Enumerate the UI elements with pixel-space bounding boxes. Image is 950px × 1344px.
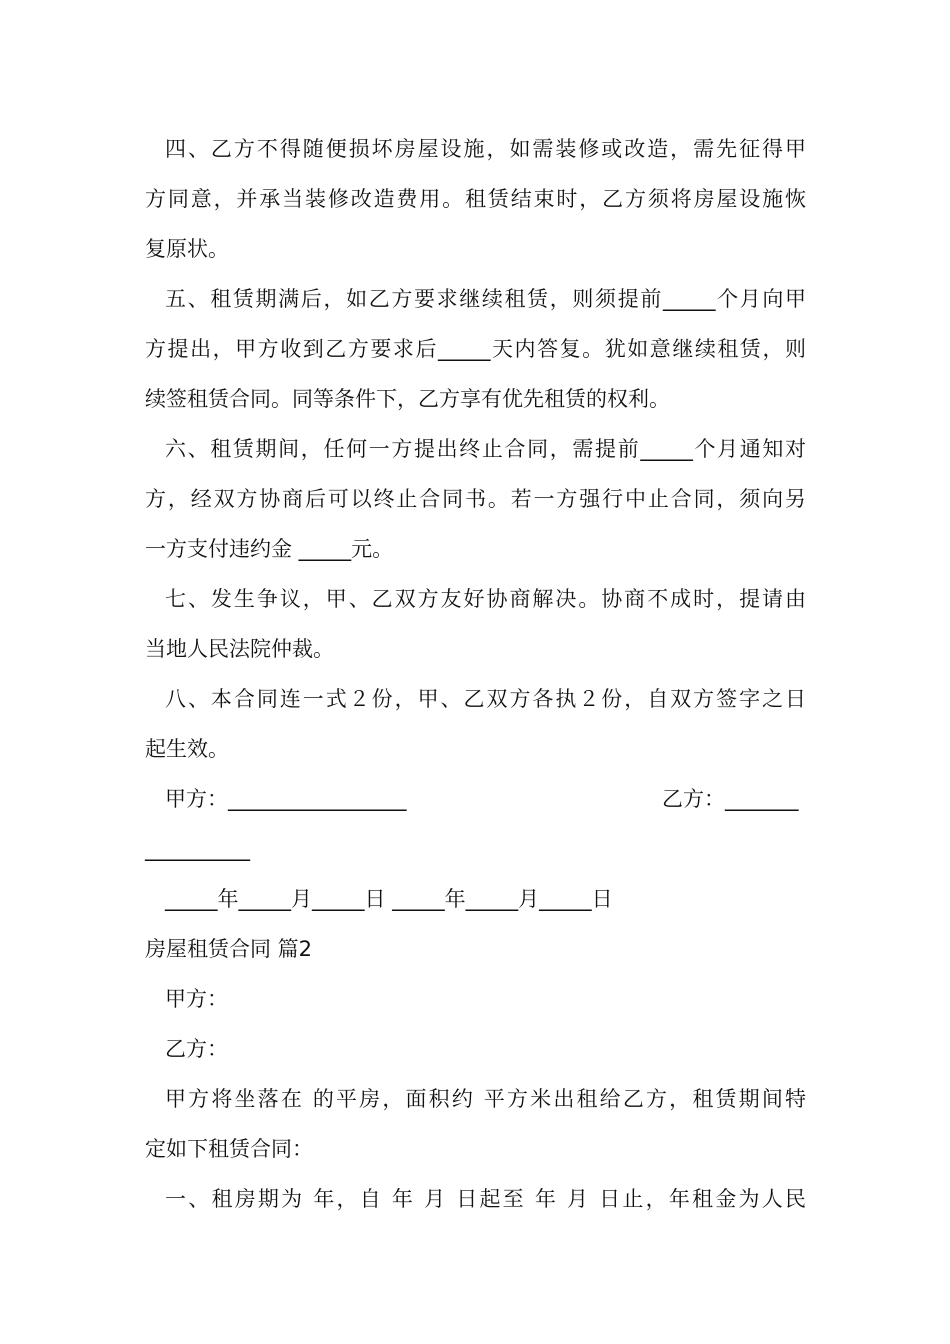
signature-dates: _____年_____月_____日 _____年_____月_____日 xyxy=(165,887,613,911)
party-b-signature-continued: __________ xyxy=(145,837,250,861)
section-2-intro-line-1: 甲方将坐落在 的平房，面积约 平方米出租给乙方，租赁期间特 xyxy=(165,1087,806,1111)
clause-6-line-2: 方，经双方协商后可以终止合同书。若一方强行中止合同，须向另 xyxy=(145,487,806,511)
clause-5-line-2: 方提出，甲方收到乙方要求后_____天内答复。犹如意继续租赁，则 xyxy=(145,337,806,361)
clause-6-line-1: 六、租赁期间，任何一方提出终止合同，需提前_____个月通知对 xyxy=(165,437,806,461)
section-2-title: 房屋租赁合同 篇2 xyxy=(145,937,313,961)
section-2-party-a: 甲方： xyxy=(165,987,228,1011)
clause-4-line-2: 方同意，并承当装修改造费用。租赁结束时，乙方须将房屋设施恢 xyxy=(145,187,806,211)
party-b-signature: 乙方：_______ xyxy=(662,787,799,811)
clause-4-line-1: 四、乙方不得随便损坏房屋设施，如需装修或改造，需先征得甲 xyxy=(165,137,806,161)
party-a-signature: 甲方：_________________ xyxy=(165,787,407,811)
section-2-party-b: 乙方： xyxy=(165,1037,228,1061)
clause-7-line-2: 当地人民法院仲裁。 xyxy=(145,637,334,661)
section-2-intro-line-2: 定如下租赁合同： xyxy=(145,1137,313,1161)
clause-7-line-1: 七、发生争议，甲、乙双方友好协商解决。协商不成时，提请由 xyxy=(165,587,806,611)
section-2-clause-1: 一、租房期为 年，自 年 月 日起至 年 月 日止，年租金为人民 xyxy=(165,1187,806,1211)
clause-8-line-1: 八、本合同连一式２份，甲、乙双方各执２份，自双方签字之日 xyxy=(165,687,806,711)
clause-5-line-3: 续签租赁合同。同等条件下，乙方享有优先租赁的权利。 xyxy=(145,387,670,411)
clause-5-line-1: 五、租赁期满后，如乙方要求继续租赁，则须提前_____个月向甲 xyxy=(165,287,806,311)
clause-6-line-3: 一方支付违约金 _____元。 xyxy=(145,537,394,561)
clause-8-line-2: 起生效。 xyxy=(145,737,229,761)
clause-4-line-3: 复原状。 xyxy=(145,237,229,261)
